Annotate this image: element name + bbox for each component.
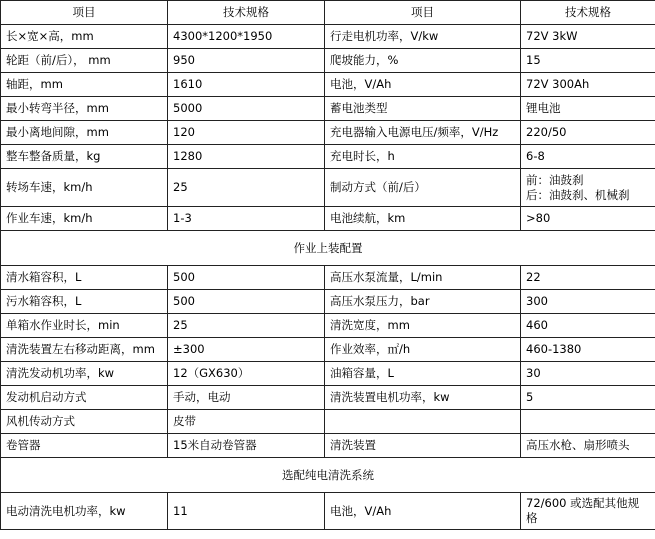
item-label: 作业车速，km/h: [1, 207, 168, 231]
table-row: [1, 362, 655, 386]
table-row: [1, 290, 655, 314]
table-row: [1, 386, 655, 410]
item-label: 清洗装置左右移动距离，mm: [1, 338, 168, 362]
item-label: 油箱容量，L: [325, 362, 521, 386]
header-row: [1, 1, 655, 25]
item-value: [521, 410, 655, 434]
item-value: 15: [521, 49, 655, 73]
item-label: 清洗发动机功率，kw: [1, 362, 168, 386]
header-item-2: 项目: [325, 1, 521, 25]
item-value: 72V 3kW: [521, 25, 655, 49]
item-value: 12（GX630）: [168, 362, 325, 386]
item-label: 风机传动方式: [1, 410, 168, 434]
item-value: 1610: [168, 73, 325, 97]
item-value: 120: [168, 121, 325, 145]
item-label: 高压水泵流量，L/min: [325, 266, 521, 290]
item-label: 发动机启动方式: [1, 386, 168, 410]
item-value: 22: [521, 266, 655, 290]
section-title: 作业上装配置: [1, 231, 655, 266]
item-value: 25: [168, 169, 325, 207]
item-value: ±300: [168, 338, 325, 362]
table-row: [1, 434, 655, 458]
item-value: 高压水枪、扇形喷头: [521, 434, 655, 458]
item-label: 制动方式（前/后）: [325, 169, 521, 207]
item-value: 72/600 或选配其他规格: [521, 493, 655, 530]
item-label: 整车整备质量，kg: [1, 145, 168, 169]
table-row: [1, 338, 655, 362]
item-label: [325, 410, 521, 434]
table-row: [1, 145, 655, 169]
table-row: [1, 25, 655, 49]
item-value: 皮带: [168, 410, 325, 434]
item-label: 电池续航，km: [325, 207, 521, 231]
item-value: 950: [168, 49, 325, 73]
item-label: 转场车速，km/h: [1, 169, 168, 207]
item-value: 72V 300Ah: [521, 73, 655, 97]
item-value: 5: [521, 386, 655, 410]
item-value: 300: [521, 290, 655, 314]
item-label: 电池，V/Ah: [325, 493, 521, 530]
item-label: 爬坡能力，%: [325, 49, 521, 73]
item-label: 单箱水作业时长，min: [1, 314, 168, 338]
item-value: 500: [168, 266, 325, 290]
item-label: 蓄电池类型: [325, 97, 521, 121]
item-label: 轴距，mm: [1, 73, 168, 97]
item-value: 锂电池: [521, 97, 655, 121]
table-row: [1, 493, 655, 530]
item-value: 5000: [168, 97, 325, 121]
table-row: [1, 49, 655, 73]
item-label: 充电时长，h: [325, 145, 521, 169]
item-label: 电动清洗电机功率，kw: [1, 493, 168, 530]
item-label: 清洗装置: [325, 434, 521, 458]
table-row: [1, 266, 655, 290]
brake-value: 前：油鼓刹 后：油鼓刹、机械刹: [521, 169, 655, 207]
item-label: 长×宽×高，mm: [1, 25, 168, 49]
item-value: 30: [521, 362, 655, 386]
item-label: 清洗装置电机功率，kw: [325, 386, 521, 410]
header-spec-2: 技术规格: [521, 1, 655, 25]
item-label: 高压水泵压力，bar: [325, 290, 521, 314]
item-label: 电池，V/Ah: [325, 73, 521, 97]
item-value: 220/50: [521, 121, 655, 145]
item-label: 最小转弯半径，mm: [1, 97, 168, 121]
item-value: 15米自动卷管器: [168, 434, 325, 458]
item-value: 11: [168, 493, 325, 530]
item-label: 最小离地间隙，mm: [1, 121, 168, 145]
header-spec-1: 技术规格: [168, 1, 325, 25]
table-row: [1, 410, 655, 434]
item-value: 25: [168, 314, 325, 338]
table-row: [1, 97, 655, 121]
table-row: [1, 314, 655, 338]
item-value: 1280: [168, 145, 325, 169]
section-row: [1, 231, 655, 266]
item-label: 污水箱容积，L: [1, 290, 168, 314]
item-value: 6-8: [521, 145, 655, 169]
table-row: [1, 73, 655, 97]
item-label: 清水箱容积，L: [1, 266, 168, 290]
item-value: >80: [521, 207, 655, 231]
item-value: 1-3: [168, 207, 325, 231]
item-value: 460: [521, 314, 655, 338]
item-label: 行走电机功率，V/kw: [325, 25, 521, 49]
item-value: 手动，电动: [168, 386, 325, 410]
header-item-1: 项目: [1, 1, 168, 25]
table-row: [1, 207, 655, 231]
item-label: 轮距（前/后）， mm: [1, 49, 168, 73]
item-label: 作业效率，㎡/h: [325, 338, 521, 362]
section-title: 选配纯电清洗系统: [1, 458, 655, 493]
item-label: 清洗宽度，mm: [325, 314, 521, 338]
item-label: 充电器输入电源电压/频率，V/Hz: [325, 121, 521, 145]
item-value: 500: [168, 290, 325, 314]
table-row: [1, 169, 655, 207]
item-value: 460-1380: [521, 338, 655, 362]
item-label: 卷管器: [1, 434, 168, 458]
section-row: [1, 458, 655, 493]
table-row: [1, 121, 655, 145]
item-value: 4300*1200*1950: [168, 25, 325, 49]
